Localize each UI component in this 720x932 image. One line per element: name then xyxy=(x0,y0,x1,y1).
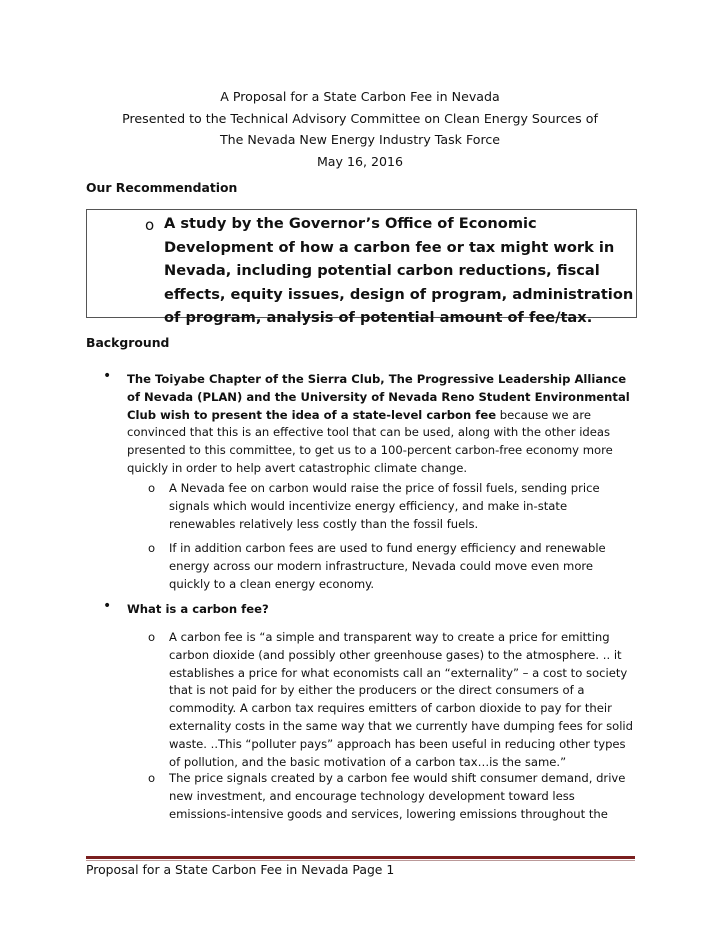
sub-marker: o xyxy=(148,481,156,495)
background-heading: Background xyxy=(86,335,170,350)
sub-marker: o xyxy=(148,630,156,644)
document-date: May 16, 2016 xyxy=(316,153,404,169)
item-1-sub-1: A Nevada fee on carbon would raise the price of fossil fuels, sending price signals which would incentivize energy efficiency, and make in-state renewables relatively less costly than the fossil fuels. xyxy=(169,481,600,531)
recommendation-heading: Our Recommendation xyxy=(86,180,238,195)
title-line-2: Presented to the Technical Advisory Committee on Clean Energy Sources of xyxy=(122,110,598,126)
document-header xyxy=(60,86,660,172)
footer-rule-thin xyxy=(86,860,635,861)
recommendation-text: A study by the Governor’s Office of Economic Development of how a carbon fee or tax might work in Nevada, including potential carbon reductions, fiscal effects, equity issues, design of program, administration of program, analysis of potential amount of fee/tax. xyxy=(164,215,634,326)
sub-marker: o xyxy=(148,541,156,555)
title-line-3: The Nevada New Energy Industry Task Force xyxy=(219,132,501,148)
background-item-1 xyxy=(127,371,632,478)
bullet-icon: • xyxy=(103,368,112,384)
item-1-sub-2: If in addition carbon fees are used to fund energy efficiency and renewable energy across our modern infrastructure, Nevada could move even more quickly to a clean energy economy. xyxy=(169,541,606,591)
footer-rule xyxy=(86,856,635,859)
sub-marker: o xyxy=(148,771,156,785)
item-2-sub-1: A carbon fee is “a simple and transparent way to create a price for emitting carbon dioxide (and possibly other greenhouse gases) to the atmosphere. .. it establishes a price for what economists call an “externality” – a cost to society that is not paid for by either the producers or the direct consumers of a commodity. A carbon tax requires emitters of carbon dioxide to pay for their externality costs in the same way that we currently have dumping fees for solid waste. ..This “polluter pays” approach has been useful in reducing other types of pollution, and the basic motivation of a carbon tax…is the same.” xyxy=(169,630,634,769)
item-1-rest: because we are convinced that this is an effective tool that can be used, along with the other ideas presented to this committee, to get us to a 100-percent carbon-free economy more quickly in order to help avert catastrophic climate change. xyxy=(127,407,613,475)
page-footer: Proposal for a State Carbon Fee in Nevada Page 1 xyxy=(86,862,395,877)
title-line-1: A Proposal for a State Carbon Fee in Nevada xyxy=(220,89,500,104)
item-2-sub-2: The price signals created by a carbon fee would shift consumer demand, drive new investment, and encourage technology development toward less emissions-intensive goods and services, lowering emissions throughout the xyxy=(169,771,626,821)
item-1-bold: The Toiyabe Chapter of the Sierra Club, The Progressive Leadership Alliance of Nevada (PLAN) and the University of Nevada Reno Student Environmental Club wish to present the idea of a state-level carbon fee xyxy=(127,372,630,422)
bullet-icon: • xyxy=(103,598,112,614)
item-2-heading: What is a carbon fee? xyxy=(127,602,269,616)
recommendation-marker: o xyxy=(145,216,155,234)
